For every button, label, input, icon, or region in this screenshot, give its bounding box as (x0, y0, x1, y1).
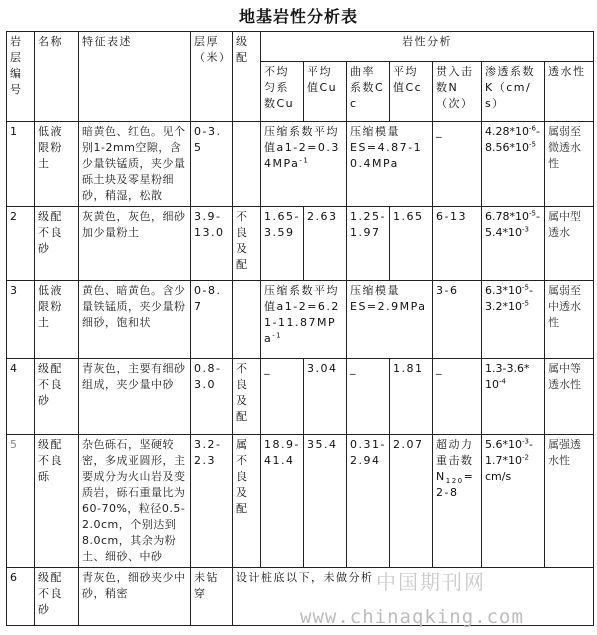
layer-no: 6 (7, 568, 35, 626)
permeability-coefficient: 1.3-3.6* $10^{-4}$ (482, 359, 545, 435)
header-analysis: 岩性分析 (261, 32, 594, 62)
watermark-text: 中国期刊网 (376, 570, 486, 594)
header-cc: 曲率系数Cc (347, 62, 390, 122)
compress-modulus: 压缩模量 ES=4.87-10.4MPa (347, 122, 433, 207)
table-row (7, 359, 594, 435)
layer-desc: 黄色、暗黄色。含少量铁锰质，夹少量粉细砂，饱和状 (79, 281, 191, 359)
header-row-1 (7, 32, 594, 62)
watermark-url: www.chinaqking.com (300, 606, 524, 628)
blow-count: 6-13 (433, 207, 482, 281)
avg-cu-value: 35.4 (304, 435, 347, 568)
cu-value: 18.9-41.4 (261, 435, 304, 568)
layer-no: 2 (7, 207, 35, 281)
layer-thickness: 3.2-2.3 (191, 435, 233, 568)
layer-name: 级配不良砂 (35, 207, 79, 281)
permeability-coefficient: $5.6*10^{-3}-1.7*10^{-2}$ cm/s (482, 435, 545, 568)
rock-analysis-table (6, 31, 594, 626)
layer-thickness: 未钻穿 (191, 568, 233, 626)
blow-count: 超动力重击数$N_{120}=2-8$ (433, 435, 482, 568)
header-n: 贯入击数N（次） (433, 62, 482, 122)
compress-coefficient: 压缩系数平均值a1-2=0.34MPa$^{-1}$ (261, 122, 347, 207)
permeability: 属中型透水 (545, 207, 594, 281)
header-permeability: 透水性 (545, 62, 594, 122)
cc-value: 1.25-1.97 (347, 207, 390, 281)
avg-cu-value: 3.04 (304, 359, 347, 435)
cc-value: _ (347, 359, 390, 435)
layer-desc: 青灰色，细砂夹少中砂，稍密 (79, 568, 191, 626)
layer-desc: 灰黄色，灰色，细砂加少量粉土 (79, 207, 191, 281)
layer-desc: 暗黄色、红色。见个别1-2mm空隙，含少量铁锰质，夹少量砾土块及零星粉细砂，稍湿，松散 (79, 122, 191, 207)
layer-thickness: 0-8.7 (191, 281, 233, 359)
layer-desc: 杂色砾石，坚硬较密，多成亚圆形，主要成分为火山岩及变质岩，砾石重量比为60-70%，粒径0.5-2.0cm，个别达到8.0cm，其余为粉土、细砂、中砂 (79, 435, 191, 568)
compress-modulus: 压缩模量 ES=2.9MPa (347, 281, 433, 359)
layer-desc: 青灰色，主要有细砂组成，夹少量中砂 (79, 359, 191, 435)
layer-grading: 不良及配 (233, 359, 261, 435)
header-layer-no: 岩层编号 (7, 32, 35, 122)
avg-cc-value: 2.07 (390, 435, 433, 568)
permeability-coefficient: $4.28*10^{-6}-8.56*10^{-5}$ (482, 122, 545, 207)
header-name: 名称 (35, 32, 79, 122)
permeability: 属中等透水性 (545, 359, 594, 435)
header-avg-cc: 平均值Cc (390, 62, 433, 122)
layer-no: 5 (7, 435, 35, 568)
table-row (7, 281, 594, 359)
cc-value: 0.31-2.94 (347, 435, 390, 568)
layer-grading (233, 281, 261, 359)
table-row (7, 207, 594, 281)
header-grading: 级配 (233, 32, 261, 122)
permeability: 属弱至微透水性 (545, 122, 594, 207)
avg-cc-value: 1.81 (390, 359, 433, 435)
permeability-coefficient: $6.3*10^{-5}-3.2*10^{-5}$ (482, 281, 545, 359)
layer-name: 级配不良砂 (35, 568, 79, 626)
layer-no: 3 (7, 281, 35, 359)
permeability-coefficient: $6.78*10^{-5}-5.4*10^{-3}$ (482, 207, 545, 281)
layer-grading: 属不良及配 (233, 435, 261, 568)
header-cu: 不均匀系数Cu (261, 62, 304, 122)
permeability: 属弱至中透水性 (545, 281, 594, 359)
avg-cu-value: 2.63 (304, 207, 347, 281)
table-row (7, 122, 594, 207)
cu-value: 1.65-3.59 (261, 207, 304, 281)
layer-name: 级配不良砂 (35, 359, 79, 435)
table-title: 地基岩性分析表 (238, 7, 358, 26)
analysis-note: 设计桩底以下，未做分析 (233, 568, 594, 626)
compress-coefficient: 压缩系数平均值a1-2=6.21-11.87MPa$^{-1}$ (261, 281, 347, 359)
header-k: 渗透系数 K（cm/s） (482, 62, 545, 122)
blow-count: _ (433, 359, 482, 435)
blow-count: _ (433, 122, 482, 207)
header-avg-cu: 平均值Cu (304, 62, 347, 122)
layer-no: 4 (7, 359, 35, 435)
layer-thickness: 3.9-13.0 (191, 207, 233, 281)
layer-no: 1 (7, 122, 35, 207)
header-features: 特征表述 (79, 32, 191, 122)
layer-name: 低液限粉土 (35, 122, 79, 207)
layer-name: 级配不良砾 (35, 435, 79, 568)
layer-thickness: 0.8-3.0 (191, 359, 233, 435)
layer-grading: 不良及配 (233, 207, 261, 281)
layer-grading (233, 122, 261, 207)
permeability: 属强透水性 (545, 435, 594, 568)
blow-count: 3-6 (433, 281, 482, 359)
layer-thickness: 0-3.5 (191, 122, 233, 207)
avg-cc-value: 1.65 (390, 207, 433, 281)
header-thickness: 层厚（米） (191, 32, 233, 122)
cu-value: _ (261, 359, 304, 435)
layer-name: 低液限粉土 (35, 281, 79, 359)
table-row (7, 435, 594, 568)
